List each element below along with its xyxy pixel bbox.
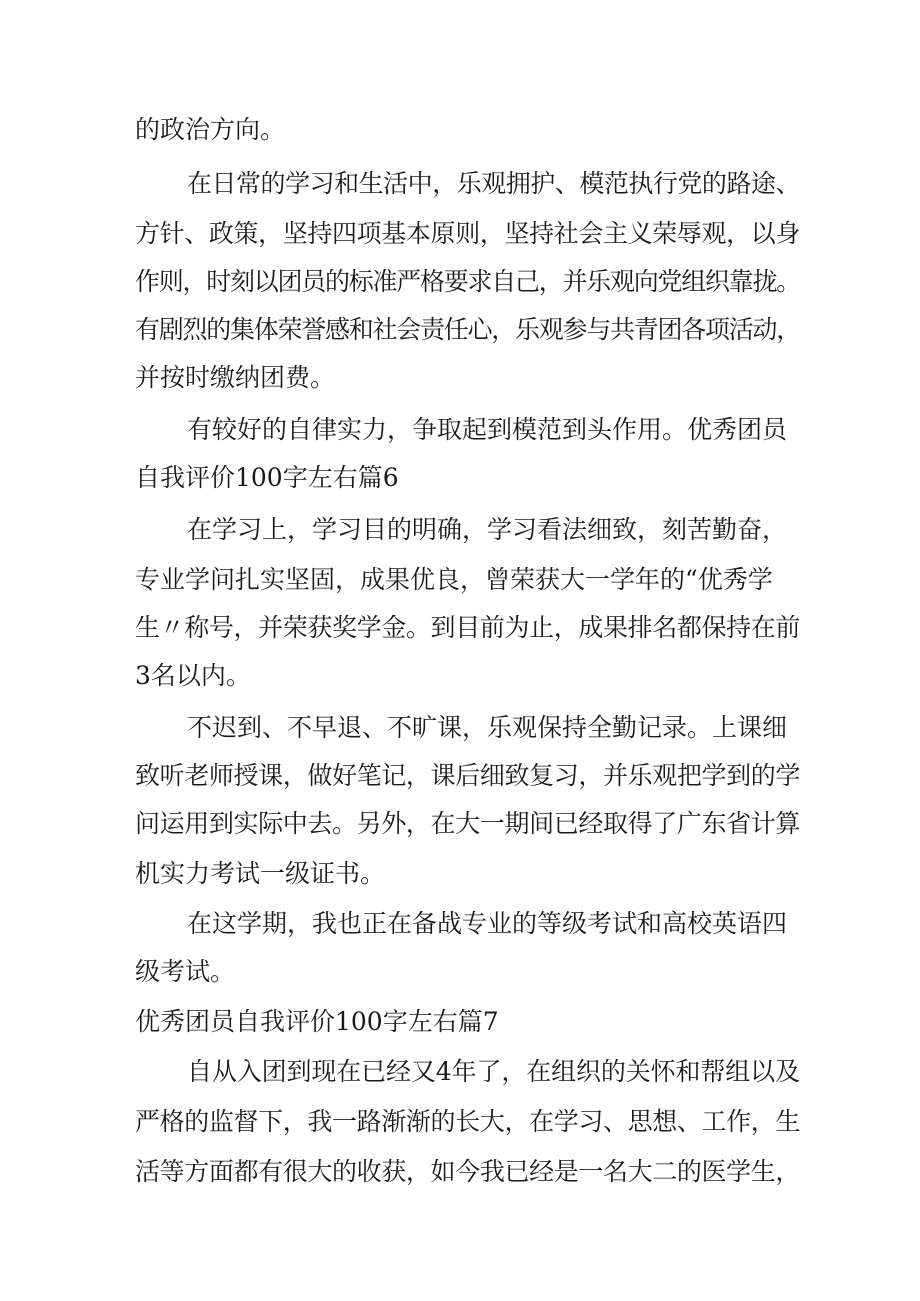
paragraph-start-line: 在日常的学习和生活中，乐观拥护、模范执行党的路途、 (187, 169, 801, 198)
paragraph-start-line: 自从入团到现在已经又4年了，在组织的关怀和帮组以及 (187, 1057, 800, 1086)
paragraph-start-line: 不迟到、不早退、不旷课，乐观保持全勤记录。上课细 (187, 713, 788, 742)
text-line: 作则，时刻以团员的标准严格要求自己，并乐观向党组织靠拢。 (135, 267, 801, 296)
text-line: 3名以内。 (135, 661, 251, 690)
text-line: 生〃称号，并荣获奖学金。到目前为止，成果排名都保持在前 (135, 613, 801, 642)
text-line: 机实力考试一级证书。 (135, 859, 386, 888)
paragraph-start-line: 有较好的自律实力，争取起到模范到头作用。优秀团员 (187, 415, 788, 444)
text-line: 严格的监督下，我一路渐渐的长大，在学习、思想、工作，生 (135, 1107, 801, 1136)
paragraph-start-line: 在学习上，学习目的明确，学习看法细致，刻苦勤奋， (187, 515, 788, 544)
text-line: 有剧烈的集体荣誉感和社会责任心，乐观参与共青团各项活动， (135, 315, 801, 344)
text-line: 致听老师授课，做好笔记，课后细致复习，并乐观把学到的学 (135, 761, 801, 790)
text-line: 的政治方向。 (135, 115, 286, 144)
text-line: 方针、政策，坚持四项基本原则，坚持社会主义荣辱观，以身 (135, 219, 801, 248)
text-line: 专业学问扎实坚固，成果优良，曾荣获大一学年的“优秀学 (135, 565, 773, 594)
paragraph-start-line: 在这学期，我也正在备战专业的等级考试和高校英语四 (187, 909, 788, 938)
text-line: 活等方面都有很大的收获，如今我已经是一名大二的医学生， (135, 1157, 801, 1186)
text-line: 问运用到实际中去。另外，在大一期间已经取得了广东省计算 (135, 809, 801, 838)
text-line: 并按时缴纳团费。 (135, 363, 336, 392)
text-line: 级考试。 (135, 957, 236, 986)
section-heading-6: 自我评价100字左右篇6 (135, 463, 399, 492)
section-heading-7: 优秀团员自我评价100字左右篇7 (135, 1007, 499, 1036)
